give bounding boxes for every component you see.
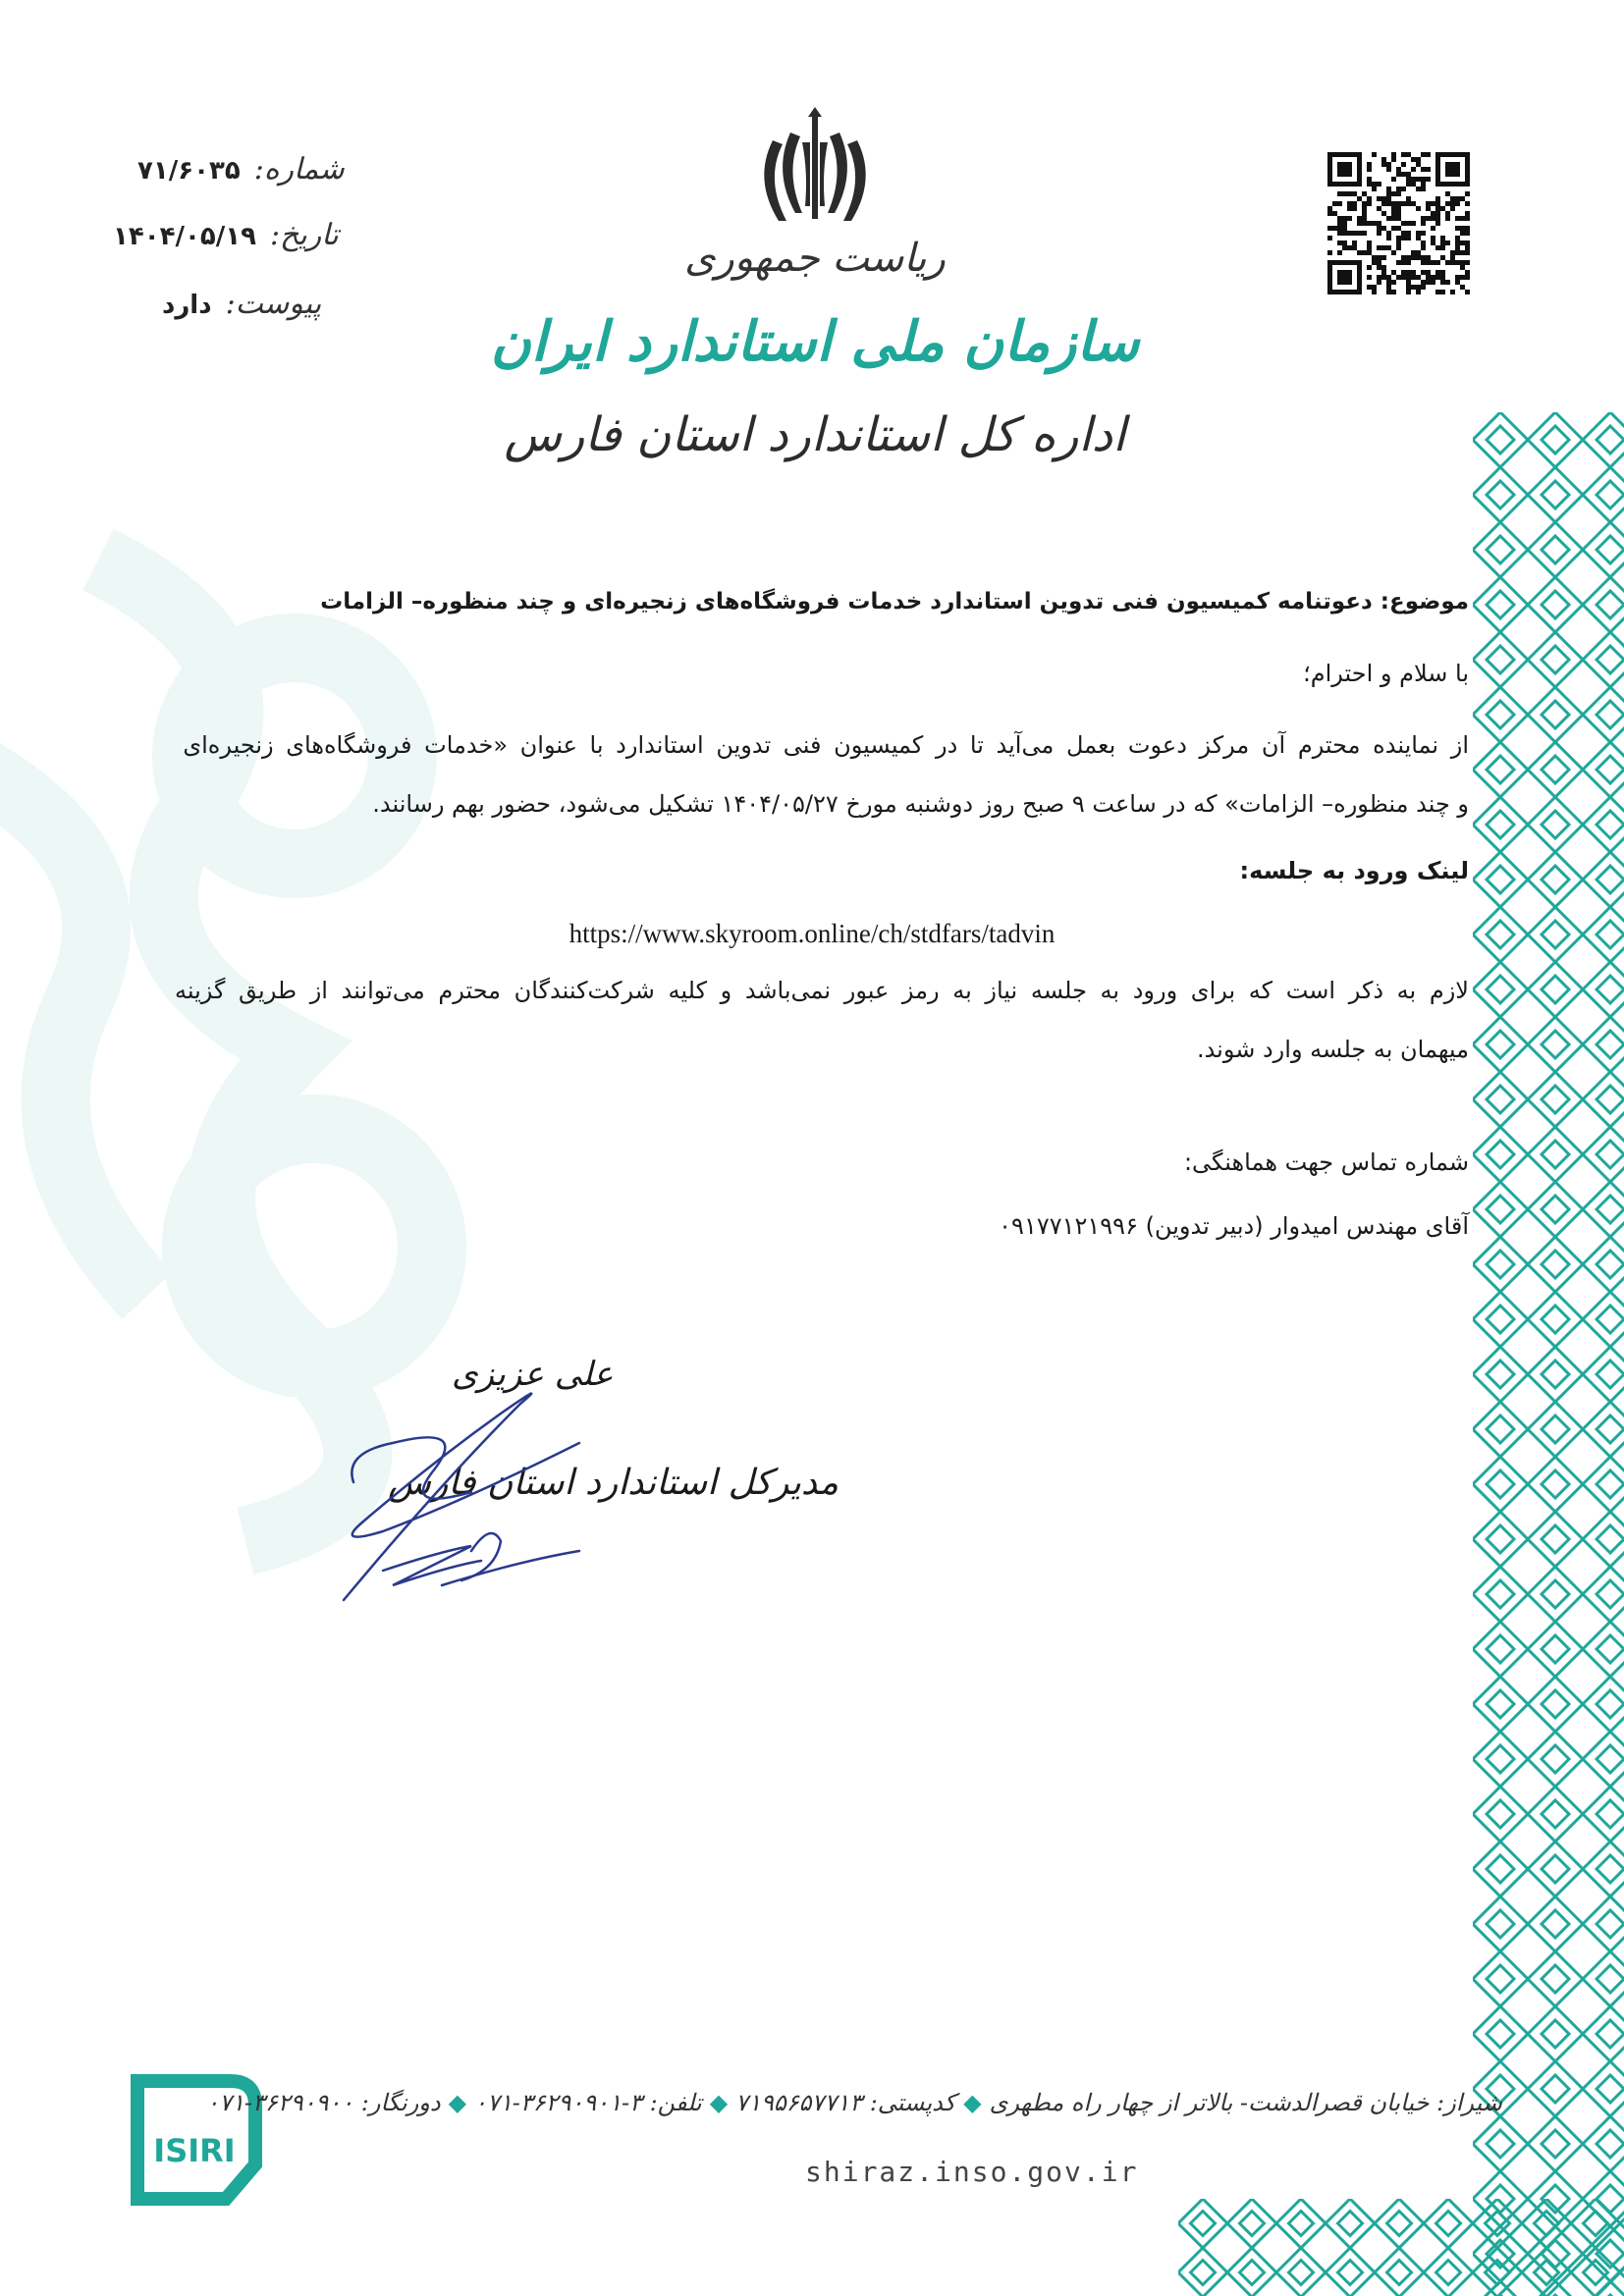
letter-date-value: ۱۴۰۴/۰۵/۱۹	[113, 222, 256, 251]
letter-attachment-label: پیوست:	[225, 287, 322, 321]
letter-attachment-value: دارد	[162, 291, 212, 320]
letter-number-value: ۷۱/۶۰۳۵	[137, 156, 241, 186]
letter-date	[113, 218, 339, 252]
invitation-paragraph-line-2: و چند منظوره– الزامات» که در ساعت ۹ صبح روز دوشنبه مورخ ۱۴۰۴/۰۵/۲۷ تشکیل می‌شود، حضور بهم رسانند.	[372, 790, 1469, 818]
footer-phone: تلفن: ۳-۳۶۲۹۰۹۰۱-۰۷۱	[474, 2089, 702, 2116]
decorative-lattice-bottom	[1178, 2199, 1624, 2296]
separator-dot-icon: ◆	[448, 2089, 467, 2116]
letter-number	[137, 152, 345, 187]
inso-logo-text: ISIRI	[153, 2132, 236, 2169]
footer-address: شیراز: خیابان قصرالدشت- بالاتر از چهار راه مطهری	[989, 2089, 1502, 2116]
signatory-name: علی عزیزی	[452, 1355, 614, 1394]
organization-name: سازمان ملی استاندارد ایران	[490, 309, 1140, 374]
footer-fax: دورنگار: ۳۶۲۹۰۹۰۰-۰۷۱	[206, 2089, 441, 2116]
contact-label: شماره تماس جهت هماهنگی:	[1183, 1148, 1469, 1176]
presidency-title: ریاست جمهوری	[684, 236, 946, 281]
note-paragraph-line-2: میهمان به جلسه وارد شوند.	[1196, 1036, 1469, 1063]
note-paragraph-line-1: لازم به ذکر است که برای ورود به جلسه نیاز به رمز عبور نمی‌باشد و کلیه شرکت‌کنندگان محترم می‌توانند از طریق گزینه	[174, 977, 1469, 1004]
footer-postal-code: کدپستی: ۷۱۹۵۶۵۷۷۱۳	[735, 2089, 956, 2116]
separator-dot-icon: ◆	[963, 2089, 982, 2116]
letter-greeting: با سلام و احترام؛	[1303, 660, 1469, 687]
meeting-link-label: لینک ورود به جلسه:	[1239, 857, 1469, 884]
meeting-link-url[interactable]: https://www.skyroom.online/ch/stdfars/tadvin	[568, 919, 1056, 948]
footer-contact-line	[206, 2089, 1502, 2116]
qr-code-icon	[1327, 152, 1470, 294]
branch-name: اداره کل استاندارد استان فارس	[504, 407, 1126, 462]
iran-emblem-icon	[751, 103, 879, 231]
invitation-paragraph-line-1: از نماینده محترم آن مرکز دعوت بعمل می‌آید تا در کمیسیون فنی تدوین استاندارد با عنوان «خدمات فروشگاه‌های زنجیره‌ای	[183, 731, 1469, 759]
letter-date-label: تاریخ:	[269, 218, 339, 252]
decorative-lattice-border	[1473, 412, 1624, 2296]
contact-value: آقای مهندس امیدوار (دبیر تدوین) ۰۹۱۷۷۱۲۱۹۹۶	[999, 1212, 1469, 1240]
signatory-title: مدیرکل استاندارد استان فارس	[388, 1463, 839, 1503]
footer-website-link[interactable]: shiraz.inso.gov.ir	[805, 2156, 1139, 2188]
letter-number-label: شماره:	[253, 152, 345, 187]
handwritten-signature	[324, 1374, 648, 1610]
letter-subject: موضوع: دعوتنامه کمیسیون فنی تدوین استاندارد خدمات فروشگاه‌های زنجیره‌ای و چند منظوره– الزامات	[320, 589, 1469, 614]
separator-dot-icon: ◆	[709, 2089, 729, 2116]
letter-attachment	[162, 287, 321, 321]
